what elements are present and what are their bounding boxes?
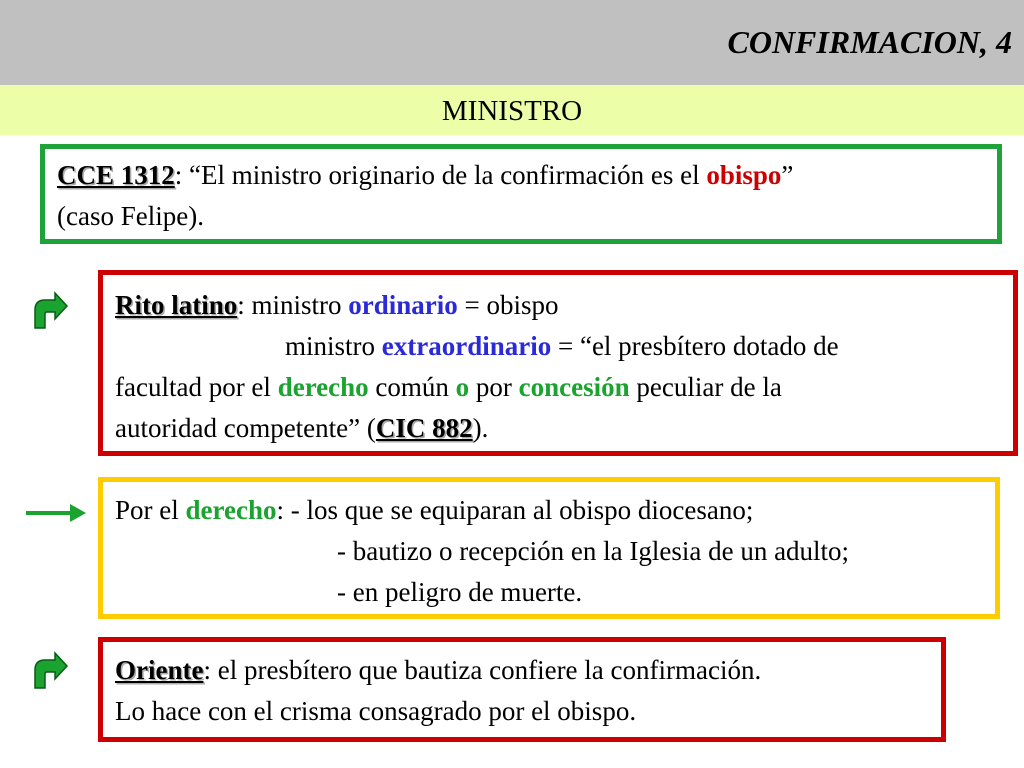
cce-highlight: obispo <box>706 160 782 190</box>
derecho-box <box>98 477 1000 619</box>
o-term: o <box>455 372 470 402</box>
latino-line-1 <box>115 285 1001 326</box>
oriente-l1-text: : el presbítero que bautiza confiere la confirmación. <box>203 655 762 685</box>
derecho-l1-end: : - los que se equiparan al obispo diocesano; <box>276 495 754 525</box>
header-bar <box>0 0 1024 85</box>
oriente-reference: Oriente <box>115 655 204 685</box>
oriente-line-2: Lo hace con el crisma consagrado por el obispo. <box>115 696 637 726</box>
cic-reference: CIC 882 <box>375 413 473 443</box>
ordinario-term: ordinario <box>348 290 458 320</box>
latino-l1-text: : ministro <box>237 290 349 320</box>
derecho-keyword: derecho <box>185 495 277 525</box>
latino-reference: Rito latino <box>115 290 238 320</box>
latino-line-3 <box>115 367 1001 408</box>
oriente-box <box>98 637 946 742</box>
derecho-term: derecho <box>277 372 369 402</box>
derecho-line-1 <box>115 490 983 531</box>
cce-close-quote: ” <box>781 160 794 190</box>
cce-box <box>40 144 1002 244</box>
latino-l2-text: ministro <box>285 331 382 361</box>
latino-line-2 <box>115 326 1001 367</box>
concesion-term: concesión <box>518 372 630 402</box>
latino-l3-mid: común <box>368 372 456 402</box>
latino-l2-end: = “el presbítero dotado de <box>551 331 839 361</box>
latino-l4-text: autoridad competente” ( <box>115 413 376 443</box>
latino-l1-end: = obispo <box>457 290 559 320</box>
turn-right-arrow-icon <box>27 290 69 330</box>
rito-latino-box <box>98 270 1018 456</box>
derecho-line-2: - bautizo o recepción en la Iglesia de un adulto; <box>337 536 850 566</box>
cce-reference: CCE 1312 <box>57 160 175 190</box>
extraordinario-term: extraordinario <box>381 331 552 361</box>
section-title: MINISTRO <box>0 85 1024 135</box>
turn-right-arrow-icon <box>27 650 69 690</box>
derecho-l1-text: Por el <box>115 495 186 525</box>
latino-l3-por: por <box>469 372 519 402</box>
right-arrow-icon <box>26 502 86 524</box>
latino-l3-end: peculiar de la <box>629 372 782 402</box>
latino-line-4 <box>115 408 1001 449</box>
oriente-line-1 <box>115 650 929 691</box>
cce-line-2: (caso Felipe). <box>57 201 204 231</box>
slide-title: CONFIRMACION, 4 <box>727 24 1012 60</box>
cce-line-1 <box>57 155 985 196</box>
derecho-line-3: - en peligro de muerte. <box>337 577 583 607</box>
latino-l4-end: ). <box>472 413 489 443</box>
latino-l3-text: facultad por el <box>115 372 278 402</box>
cce-text: : “El ministro originario de la confirmación es el <box>174 160 707 190</box>
